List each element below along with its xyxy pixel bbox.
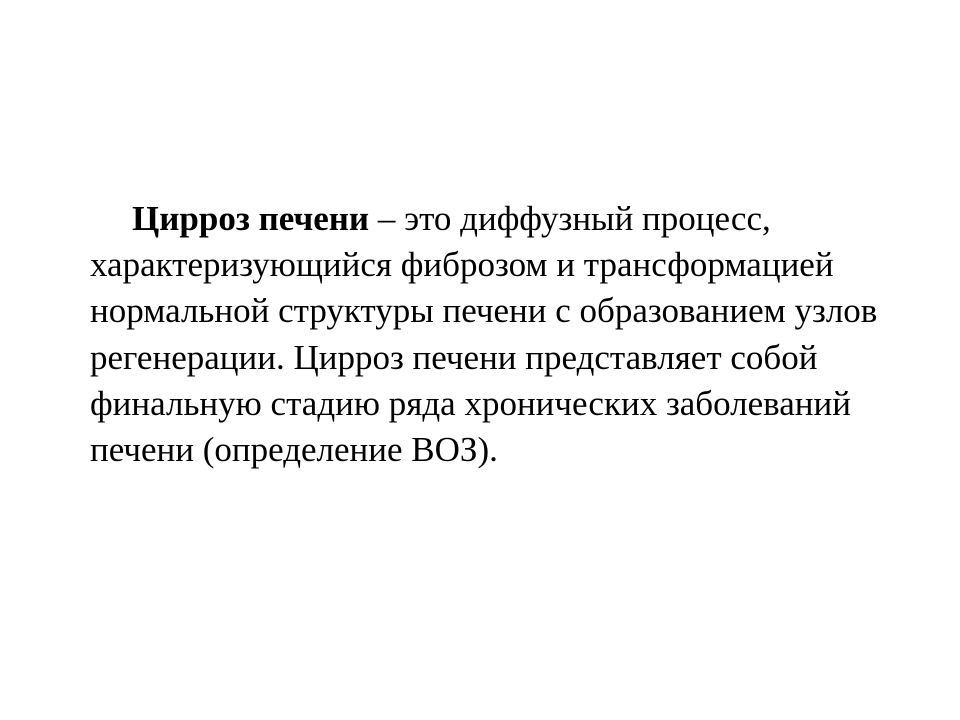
- definition-paragraph: [90, 196, 880, 473]
- term-cirrhosis: Цирроз печени: [132, 199, 370, 238]
- definition-text: – это диффузный процесс, характеризующийся фиброзом и трансформацией нормальной структуры печени с образованием узлов регенерации. Цирроз печени представляет собой финальную стадию ряда хронических заболеваний печени (определение ВОЗ).: [90, 199, 878, 469]
- content-text-block: [90, 196, 880, 473]
